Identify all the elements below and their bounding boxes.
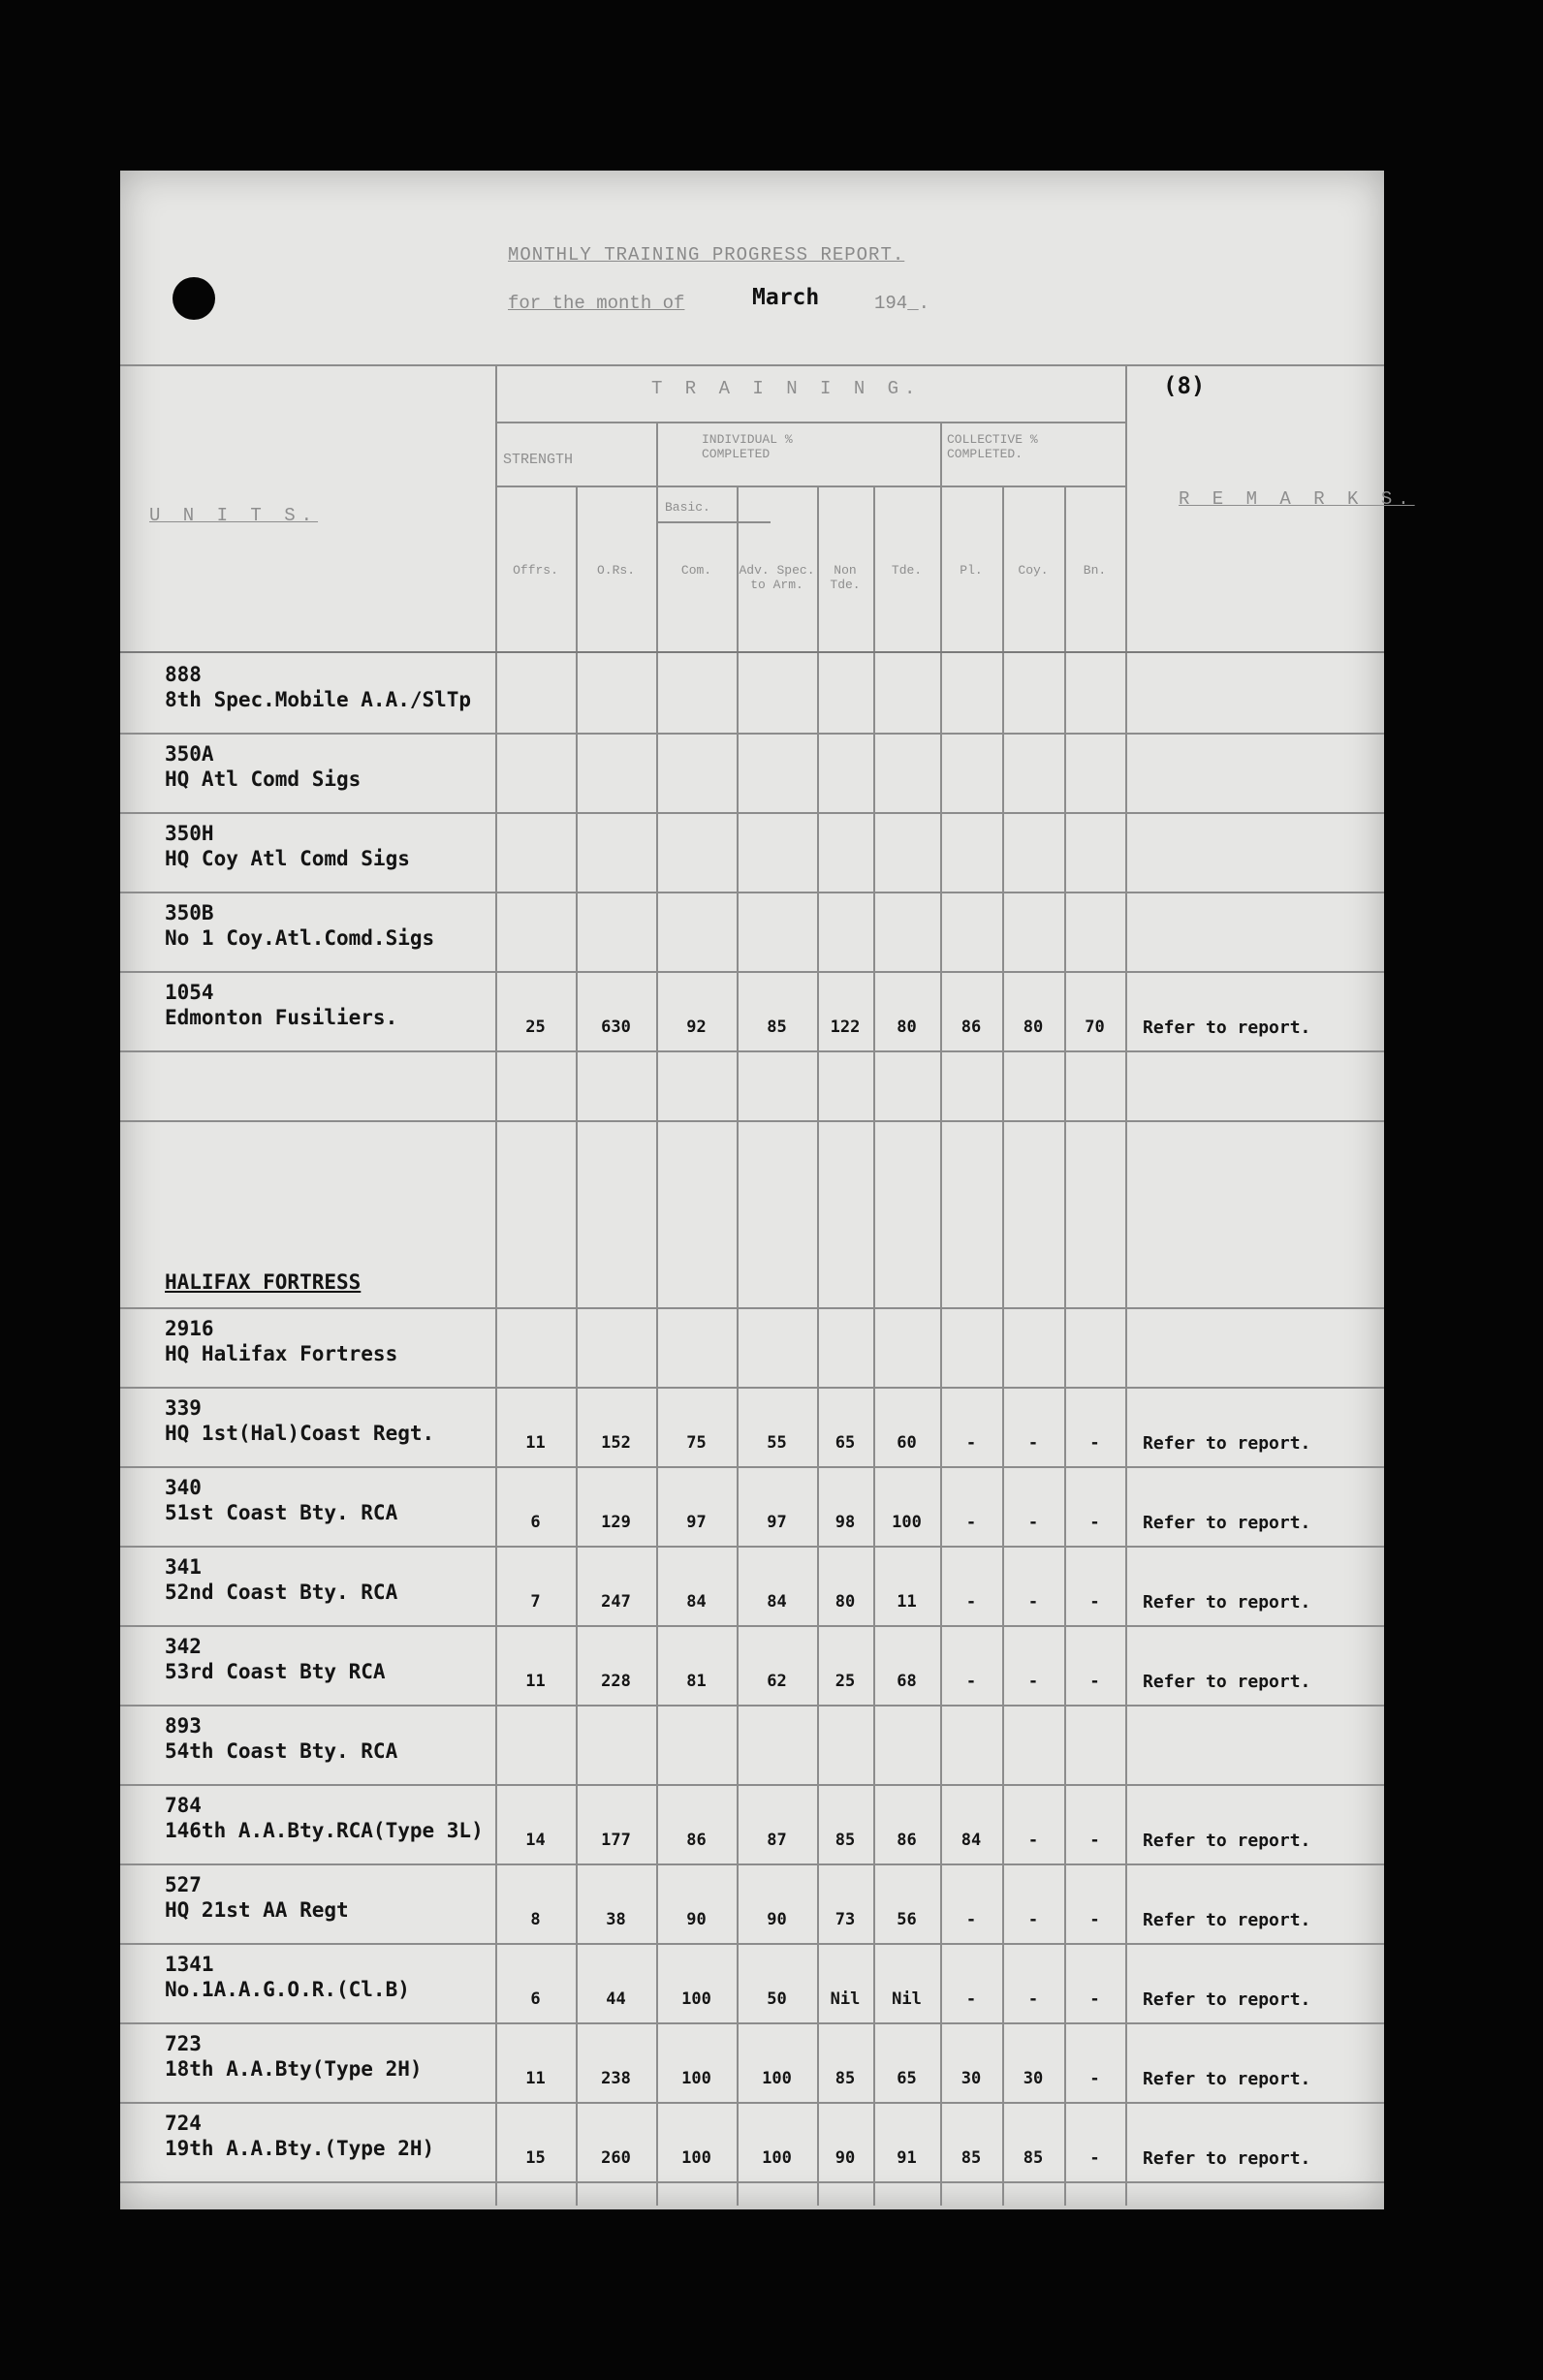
unit-name: 19th A.A.Bty.(Type 2H) bbox=[165, 2137, 435, 2160]
table-cell: 7 bbox=[530, 1592, 541, 1612]
table-cell: - bbox=[1027, 1433, 1039, 1453]
unit-code: 893 bbox=[165, 1714, 202, 1738]
table-cell: 90 bbox=[834, 2148, 856, 2168]
report-title: MONTHLY TRAINING PROGRESS REPORT. bbox=[508, 244, 905, 266]
column-rule bbox=[576, 485, 578, 2206]
table-cell: 100 bbox=[762, 2069, 792, 2088]
table-cell: - bbox=[1027, 1989, 1039, 2009]
unit-name: HQ Halifax Fortress bbox=[165, 1342, 398, 1365]
table-cell: 11 bbox=[525, 1672, 546, 1691]
table-cell: 129 bbox=[601, 1513, 631, 1532]
table-cell: 44 bbox=[606, 1989, 626, 2009]
unit-name: HQ 21st AA Regt bbox=[165, 1898, 349, 1922]
row-rule bbox=[120, 812, 1384, 814]
remarks-cell: Refer to report. bbox=[1143, 1989, 1311, 2010]
row-rule bbox=[120, 1705, 1384, 1707]
table-cell: 86 bbox=[897, 1831, 917, 1850]
table-cell: 70 bbox=[1085, 1018, 1105, 1037]
column-rule bbox=[495, 364, 497, 2206]
column-header: O.Rs. bbox=[596, 563, 635, 578]
units-header: U N I T S. bbox=[149, 505, 319, 526]
unit-code: 341 bbox=[165, 1555, 202, 1579]
table-cell: 30 bbox=[1023, 2069, 1044, 2088]
table-cell: 25 bbox=[834, 1672, 856, 1691]
table-cell: 80 bbox=[834, 1592, 856, 1612]
column-rule bbox=[1064, 485, 1066, 2206]
strength-header: STRENGTH bbox=[503, 452, 574, 468]
row-rule bbox=[120, 971, 1384, 973]
table-cell: 97 bbox=[686, 1513, 707, 1532]
table-cell: 14 bbox=[525, 1831, 546, 1850]
column-header: Adv. Spec. to Arm. bbox=[739, 563, 815, 592]
column-rule bbox=[1002, 485, 1004, 2206]
table-cell: - bbox=[1089, 1672, 1100, 1691]
report-sheet bbox=[120, 171, 1415, 2209]
column-rule bbox=[1125, 364, 1127, 2206]
training-header: T R A I N I N G. bbox=[651, 378, 922, 399]
unit-name: 8th Spec.Mobile A.A./SlTp bbox=[165, 688, 472, 711]
row-rule bbox=[120, 1625, 1384, 1627]
unit-name: No 1 Coy.Atl.Comd.Sigs bbox=[165, 926, 435, 950]
table-cell: 73 bbox=[834, 1910, 856, 1929]
table-cell: 85 bbox=[1023, 2148, 1044, 2168]
column-rule bbox=[940, 422, 942, 2206]
table-cell: - bbox=[1089, 2069, 1100, 2088]
column-header: Pl. bbox=[960, 563, 983, 578]
table-cell: 630 bbox=[601, 1018, 631, 1037]
table-cell: - bbox=[1089, 1513, 1100, 1532]
report-month: March bbox=[752, 285, 820, 310]
table-cell: 90 bbox=[686, 1910, 707, 1929]
unit-code: 350A bbox=[165, 742, 214, 766]
remarks-cell: Refer to report. bbox=[1143, 1513, 1311, 1533]
table-cell: 25 bbox=[525, 1018, 546, 1037]
table-cell: 56 bbox=[897, 1910, 917, 1929]
table-cell: 11 bbox=[525, 2069, 546, 2088]
table-cell: 100 bbox=[681, 2069, 711, 2088]
training-divider bbox=[495, 422, 1125, 423]
table-cell: 97 bbox=[767, 1513, 787, 1532]
table-cell: - bbox=[1089, 1831, 1100, 1850]
table-cell: 100 bbox=[681, 1989, 711, 2009]
table-cell: 30 bbox=[960, 2069, 982, 2088]
table-cell: 84 bbox=[686, 1592, 707, 1612]
table-cell: - bbox=[965, 1989, 977, 2009]
punch-hole bbox=[173, 277, 215, 320]
table-cell: 8 bbox=[530, 1910, 541, 1929]
unit-code: 723 bbox=[165, 2032, 202, 2055]
unit-code: 1341 bbox=[165, 1953, 214, 1976]
column-header: Tde. bbox=[891, 563, 923, 578]
table-cell: 92 bbox=[686, 1018, 707, 1037]
table-cell: - bbox=[1089, 2148, 1100, 2168]
table-cell: 85 bbox=[767, 1018, 787, 1037]
table-cell: 100 bbox=[762, 2148, 792, 2168]
remarks-cell: Refer to report. bbox=[1143, 1910, 1311, 1930]
table-cell: 50 bbox=[767, 1989, 787, 2009]
column-header: Com. bbox=[680, 563, 712, 578]
unit-name: 53rd Coast Bty RCA bbox=[165, 1660, 386, 1683]
table-cell: 6 bbox=[530, 1513, 541, 1532]
remarks-cell: Refer to report. bbox=[1143, 2069, 1311, 2089]
table-cell: 6 bbox=[530, 1989, 541, 2009]
row-rule bbox=[120, 1120, 1384, 1122]
table-cell: 55 bbox=[767, 1433, 787, 1453]
individual-header: INDIVIDUAL % COMPLETED bbox=[702, 432, 793, 461]
unit-name: 146th A.A.Bty.RCA(Type 3L) bbox=[165, 1819, 484, 1842]
row-rule bbox=[120, 2022, 1384, 2024]
unit-code: 2916 bbox=[165, 1317, 214, 1340]
table-cell: - bbox=[1027, 1910, 1039, 1929]
table-cell: - bbox=[965, 1592, 977, 1612]
header-top-rule bbox=[120, 364, 1384, 366]
table-cell: 11 bbox=[897, 1592, 917, 1612]
unit-code: 350B bbox=[165, 901, 214, 924]
table-cell: 65 bbox=[834, 1433, 856, 1453]
unit-name: HQ Atl Comd Sigs bbox=[165, 767, 362, 791]
table-cell: 86 bbox=[686, 1831, 707, 1850]
table-cell: Nil bbox=[892, 1989, 922, 2009]
table-cell: 100 bbox=[681, 2148, 711, 2168]
column-header: Coy. bbox=[1018, 563, 1049, 578]
subgroup-divider bbox=[495, 485, 1125, 487]
table-cell: 122 bbox=[830, 1018, 861, 1037]
table-cell: - bbox=[1027, 1831, 1039, 1850]
remarks-cell: Refer to report. bbox=[1143, 1018, 1311, 1038]
column-rule bbox=[737, 485, 739, 2206]
table-cell: 87 bbox=[767, 1831, 787, 1850]
remarks-cell: Refer to report. bbox=[1143, 1672, 1311, 1692]
table-cell: - bbox=[1089, 1910, 1100, 1929]
unit-code: 350H bbox=[165, 822, 214, 845]
remarks-cell: Refer to report. bbox=[1143, 2148, 1311, 2169]
column-rule bbox=[656, 422, 658, 2206]
table-cell: 91 bbox=[897, 2148, 917, 2168]
table-cell: 86 bbox=[960, 1018, 982, 1037]
table-cell: 247 bbox=[601, 1592, 631, 1612]
remarks-cell: Refer to report. bbox=[1143, 1592, 1311, 1613]
table-cell: Nil bbox=[830, 1989, 861, 2009]
table-cell: 80 bbox=[897, 1018, 917, 1037]
page-number: (8) bbox=[1163, 372, 1206, 399]
section-title: HALIFAX FORTRESS bbox=[165, 1270, 362, 1294]
table-cell: 80 bbox=[1023, 1018, 1044, 1037]
month-label: for the month of bbox=[508, 293, 685, 314]
unit-code: 1054 bbox=[165, 981, 214, 1004]
collective-header: COLLECTIVE % COMPLETED. bbox=[947, 432, 1038, 461]
row-rule bbox=[120, 1784, 1384, 1786]
unit-name: HQ Coy Atl Comd Sigs bbox=[165, 847, 410, 870]
table-cell: 84 bbox=[960, 1831, 982, 1850]
table-cell: 98 bbox=[834, 1513, 856, 1532]
basic-divider bbox=[656, 521, 771, 523]
row-rule bbox=[120, 1863, 1384, 1865]
table-cell: - bbox=[1027, 1672, 1039, 1691]
report-year: 194_. bbox=[874, 293, 930, 314]
table-cell: 228 bbox=[601, 1672, 631, 1691]
remarks-header: R E M A R K S. bbox=[1179, 488, 1415, 510]
unit-code: 724 bbox=[165, 2112, 202, 2135]
unit-code: 342 bbox=[165, 1635, 202, 1658]
table-cell: 60 bbox=[897, 1433, 917, 1453]
table-cell: 38 bbox=[606, 1910, 626, 1929]
column-rule bbox=[817, 485, 819, 2206]
table-cell: 85 bbox=[834, 1831, 856, 1850]
column-rule bbox=[873, 485, 875, 2206]
unit-code: 340 bbox=[165, 1476, 202, 1499]
basic-header: Basic. bbox=[665, 500, 710, 515]
table-cell: 238 bbox=[601, 2069, 631, 2088]
remarks-cell: Refer to report. bbox=[1143, 1433, 1311, 1454]
table-cell: - bbox=[1089, 1433, 1100, 1453]
unit-name: HQ 1st(Hal)Coast Regt. bbox=[165, 1422, 435, 1445]
table-cell: - bbox=[965, 1910, 977, 1929]
unit-name: No.1A.A.G.O.R.(Cl.B) bbox=[165, 1978, 410, 2001]
row-rule bbox=[120, 1466, 1384, 1468]
table-cell: 177 bbox=[601, 1831, 631, 1850]
table-cell: - bbox=[965, 1672, 977, 1691]
row-rule bbox=[120, 733, 1384, 735]
unit-name: 51st Coast Bty. RCA bbox=[165, 1501, 398, 1524]
table-cell: - bbox=[1027, 1513, 1039, 1532]
table-cell: 84 bbox=[767, 1592, 787, 1612]
row-rule bbox=[120, 1943, 1384, 1945]
unit-name: 18th A.A.Bty(Type 2H) bbox=[165, 2057, 423, 2081]
table-cell: 75 bbox=[686, 1433, 707, 1453]
column-header: Non Tde. bbox=[830, 563, 861, 592]
row-rule bbox=[120, 1050, 1384, 1052]
row-rule bbox=[120, 2181, 1384, 2183]
row-rule bbox=[120, 1387, 1384, 1389]
remarks-cell: Refer to report. bbox=[1143, 1831, 1311, 1851]
table-cell: 11 bbox=[525, 1433, 546, 1453]
table-cell: 81 bbox=[686, 1672, 707, 1691]
table-cell: - bbox=[1089, 1592, 1100, 1612]
unit-name: 52nd Coast Bty. RCA bbox=[165, 1581, 398, 1604]
table-cell: 65 bbox=[897, 2069, 917, 2088]
table-cell: 15 bbox=[525, 2148, 546, 2168]
table-cell: - bbox=[1027, 1592, 1039, 1612]
table-cell: - bbox=[965, 1513, 977, 1532]
table-cell: - bbox=[965, 1433, 977, 1453]
table-cell: 260 bbox=[601, 2148, 631, 2168]
column-header: Offrs. bbox=[513, 563, 558, 578]
column-header: Bn. bbox=[1083, 563, 1107, 578]
unit-code: 527 bbox=[165, 1873, 202, 1896]
row-rule bbox=[120, 1546, 1384, 1548]
table-cell: 100 bbox=[892, 1513, 922, 1532]
table-cell: - bbox=[1089, 1989, 1100, 2009]
row-rule bbox=[120, 2102, 1384, 2104]
header-bottom-rule bbox=[120, 651, 1384, 653]
unit-name: 54th Coast Bty. RCA bbox=[165, 1739, 398, 1763]
table-cell: 62 bbox=[767, 1672, 787, 1691]
table-cell: 85 bbox=[834, 2069, 856, 2088]
section-rule bbox=[120, 1307, 1384, 1309]
unit-code: 784 bbox=[165, 1794, 202, 1817]
table-cell: 90 bbox=[767, 1910, 787, 1929]
unit-name: Edmonton Fusiliers. bbox=[165, 1006, 398, 1029]
unit-code: 888 bbox=[165, 663, 202, 686]
row-rule bbox=[120, 892, 1384, 893]
table-cell: 85 bbox=[960, 2148, 982, 2168]
unit-code: 339 bbox=[165, 1396, 202, 1420]
table-cell: 152 bbox=[601, 1433, 631, 1453]
table-cell: 68 bbox=[897, 1672, 917, 1691]
